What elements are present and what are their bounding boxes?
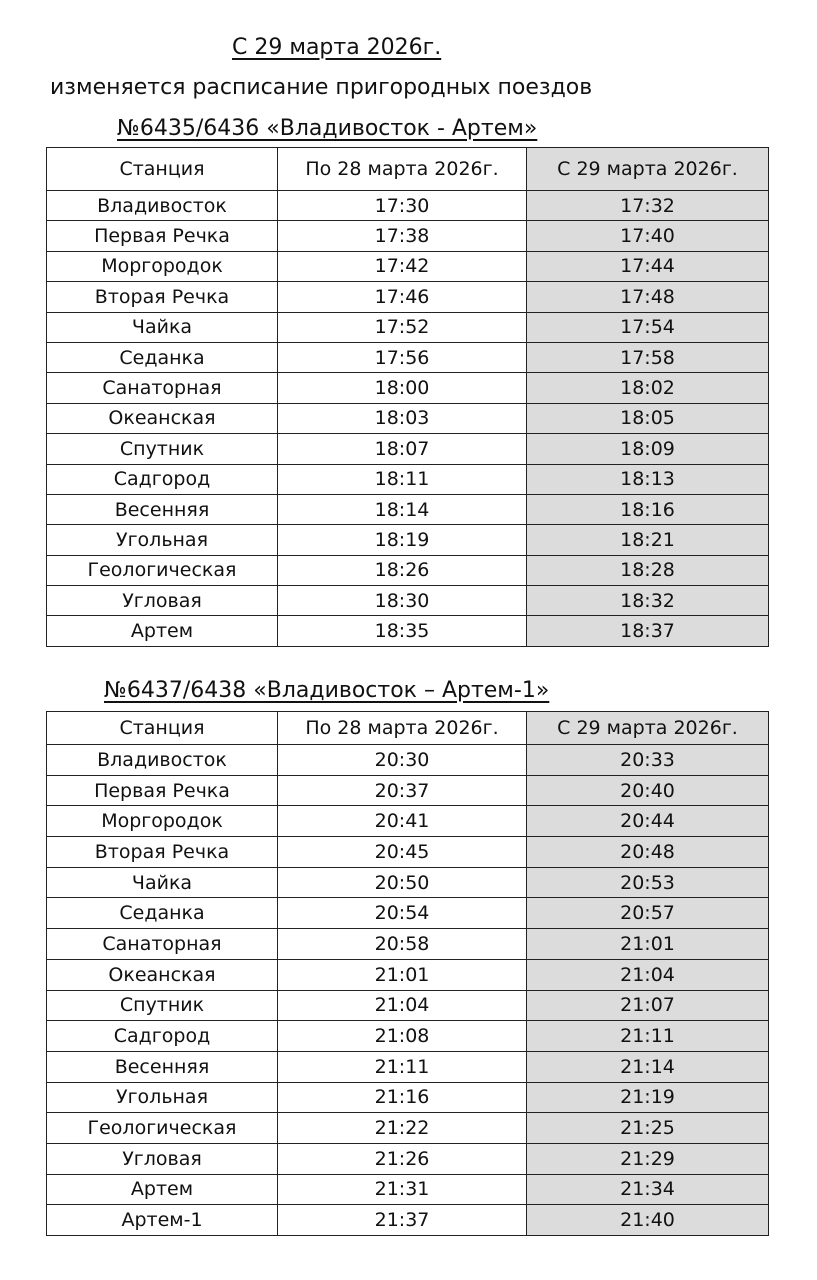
new-time-cell: 17:54 (527, 312, 769, 342)
station-cell: Вторая Речка (47, 837, 278, 868)
new-time-cell: 17:40 (527, 221, 769, 251)
table-row (47, 586, 769, 616)
new-time-cell: 17:58 (527, 342, 769, 372)
table-row (47, 1174, 769, 1205)
new-time-cell: 21:14 (527, 1051, 769, 1082)
station-cell: Угловая (47, 586, 278, 616)
old-time-cell: 20:54 (278, 898, 527, 929)
old-time-cell: 18:00 (278, 373, 527, 403)
station-cell: Угольная (47, 1082, 278, 1113)
old-time-cell: 21:37 (278, 1205, 527, 1236)
new-time-cell: 18:37 (527, 616, 769, 646)
new-time-cell: 21:04 (527, 959, 769, 990)
new-time-cell: 21:01 (527, 929, 769, 960)
table-row (47, 1082, 769, 1113)
new-time-cell: 18:32 (527, 586, 769, 616)
station-cell: Седанка (47, 898, 278, 929)
table-row (47, 221, 769, 251)
table-row (47, 898, 769, 929)
new-time-cell: 18:05 (527, 403, 769, 433)
effective-date-heading: С 29 марта 2026г. (232, 35, 442, 60)
old-time-cell: 20:50 (278, 867, 527, 898)
station-cell: Чайка (47, 312, 278, 342)
old-time-cell: 20:45 (278, 837, 527, 868)
table-row (47, 616, 769, 646)
train-1-schedule-table (46, 147, 769, 647)
new-time-cell: 21:19 (527, 1082, 769, 1113)
old-time-cell: 21:22 (278, 1113, 527, 1144)
new-time-cell: 21:34 (527, 1174, 769, 1205)
new-time-cell: 17:48 (527, 282, 769, 312)
table-row (47, 312, 769, 342)
station-cell: Артем (47, 1174, 278, 1205)
train-2-schedule-table (46, 711, 769, 1236)
station-cell: Океанская (47, 403, 278, 433)
station-cell: Первая Речка (47, 775, 278, 806)
table-header-row (47, 712, 769, 745)
old-time-cell: 18:26 (278, 555, 527, 585)
station-cell: Владивосток (47, 191, 278, 221)
old-time-cell: 17:30 (278, 191, 527, 221)
new-time-cell: 21:29 (527, 1143, 769, 1174)
table-row (47, 525, 769, 555)
old-time-cell: 20:37 (278, 775, 527, 806)
new-time-cell: 18:09 (527, 434, 769, 464)
table-row (47, 867, 769, 898)
new-time-cell: 20:53 (527, 867, 769, 898)
old-time-cell: 20:30 (278, 745, 527, 776)
table-row (47, 1051, 769, 1082)
station-cell: Геологическая (47, 555, 278, 585)
table-row (47, 929, 769, 960)
train-2-table-body (47, 745, 769, 1236)
table-row (47, 403, 769, 433)
new-time-cell: 20:48 (527, 837, 769, 868)
old-time-cell: 17:38 (278, 221, 527, 251)
old-time-cell: 18:30 (278, 586, 527, 616)
station-cell: Спутник (47, 434, 278, 464)
old-time-cell: 18:03 (278, 403, 527, 433)
new-time-cell: 20:40 (527, 775, 769, 806)
table-row (47, 494, 769, 524)
old-time-cell: 18:19 (278, 525, 527, 555)
table-row (47, 464, 769, 494)
table-row (47, 1021, 769, 1052)
old-time-cell: 18:07 (278, 434, 527, 464)
station-cell: Садгород (47, 464, 278, 494)
old-time-cell: 21:16 (278, 1082, 527, 1113)
new-time-cell: 18:28 (527, 555, 769, 585)
column-header-new-time: С 29 марта 2026г. (527, 148, 769, 191)
train-1-title: №6435/6436 «Владивосток - Артем» (117, 116, 538, 141)
table-header-row (47, 148, 769, 191)
old-time-cell: 17:46 (278, 282, 527, 312)
new-time-cell: 21:11 (527, 1021, 769, 1052)
old-time-cell: 21:26 (278, 1143, 527, 1174)
old-time-cell: 21:08 (278, 1021, 527, 1052)
station-cell: Садгород (47, 1021, 278, 1052)
station-cell: Спутник (47, 990, 278, 1021)
announcement-subtitle: изменяется расписание пригородных поездов (50, 75, 593, 100)
station-cell: Океанская (47, 959, 278, 990)
table-row (47, 1205, 769, 1236)
station-cell: Геологическая (47, 1113, 278, 1144)
old-time-cell: 18:14 (278, 494, 527, 524)
column-header-old-time: По 28 марта 2026г. (278, 148, 527, 191)
station-cell: Владивосток (47, 745, 278, 776)
station-cell: Угольная (47, 525, 278, 555)
column-header-old-time: По 28 марта 2026г. (278, 712, 527, 745)
station-cell: Весенняя (47, 494, 278, 524)
table-row (47, 282, 769, 312)
station-cell: Седанка (47, 342, 278, 372)
column-header-station: Станция (47, 148, 278, 191)
new-time-cell: 20:44 (527, 806, 769, 837)
table-row (47, 775, 769, 806)
column-header-station: Станция (47, 712, 278, 745)
new-time-cell: 18:16 (527, 494, 769, 524)
station-cell: Моргородок (47, 251, 278, 281)
table-row (47, 745, 769, 776)
station-cell: Артем-1 (47, 1205, 278, 1236)
train-1-table-body (47, 191, 769, 647)
table-row (47, 959, 769, 990)
table-row (47, 990, 769, 1021)
old-time-cell: 17:56 (278, 342, 527, 372)
old-time-cell: 21:04 (278, 990, 527, 1021)
table-row (47, 251, 769, 281)
table-row (47, 1143, 769, 1174)
table-row (47, 837, 769, 868)
train-2-title: №6437/6438 «Владивосток – Артем-1» (104, 678, 550, 703)
old-time-cell: 20:58 (278, 929, 527, 960)
old-time-cell: 21:01 (278, 959, 527, 990)
table-row (47, 373, 769, 403)
new-time-cell: 20:33 (527, 745, 769, 776)
new-time-cell: 18:21 (527, 525, 769, 555)
old-time-cell: 17:42 (278, 251, 527, 281)
station-cell: Чайка (47, 867, 278, 898)
table-row (47, 342, 769, 372)
new-time-cell: 17:32 (527, 191, 769, 221)
old-time-cell: 18:35 (278, 616, 527, 646)
old-time-cell: 21:11 (278, 1051, 527, 1082)
station-cell: Первая Речка (47, 221, 278, 251)
station-cell: Санаторная (47, 929, 278, 960)
column-header-new-time: С 29 марта 2026г. (527, 712, 769, 745)
table-row (47, 806, 769, 837)
station-cell: Весенняя (47, 1051, 278, 1082)
new-time-cell: 18:02 (527, 373, 769, 403)
new-time-cell: 21:40 (527, 1205, 769, 1236)
table-row (47, 434, 769, 464)
new-time-cell: 21:07 (527, 990, 769, 1021)
new-time-cell: 21:25 (527, 1113, 769, 1144)
new-time-cell: 20:57 (527, 898, 769, 929)
old-time-cell: 17:52 (278, 312, 527, 342)
table-row (47, 555, 769, 585)
station-cell: Угловая (47, 1143, 278, 1174)
station-cell: Моргородок (47, 806, 278, 837)
old-time-cell: 21:31 (278, 1174, 527, 1205)
new-time-cell: 17:44 (527, 251, 769, 281)
old-time-cell: 18:11 (278, 464, 527, 494)
table-row (47, 1113, 769, 1144)
table-row (47, 191, 769, 221)
station-cell: Санаторная (47, 373, 278, 403)
old-time-cell: 20:41 (278, 806, 527, 837)
station-cell: Вторая Речка (47, 282, 278, 312)
new-time-cell: 18:13 (527, 464, 769, 494)
station-cell: Артем (47, 616, 278, 646)
